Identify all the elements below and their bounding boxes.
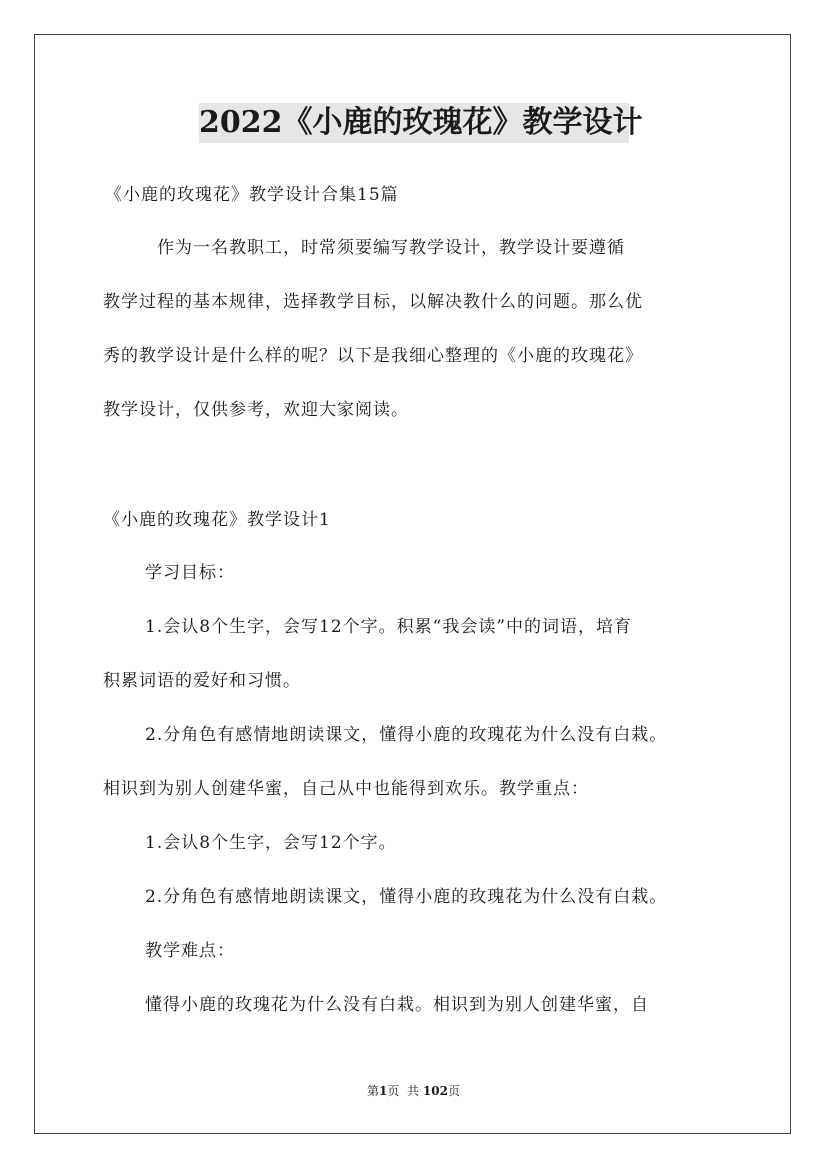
body-line-5: 相识到为别人创建华蜜，自己从中也能得到欢乐。教学重点： xyxy=(103,779,589,799)
body-line-2: 1.会认8个生字，会写12个字。积累“我会读”中的词语，培育 xyxy=(145,617,633,637)
section-heading: 《小鹿的玫瑰花》教学设计1 xyxy=(103,510,331,530)
intro-line-3: 秀的教学设计是什么样的呢？以下是我细心整理的《小鹿的玫瑰花》 xyxy=(103,346,643,366)
footer-total-prefix: 共 xyxy=(407,1084,420,1098)
body-line-9: 懂得小鹿的玫瑰花为什么没有白栽。相识到为别人创建华蜜，自 xyxy=(145,995,649,1015)
footer-total-suffix: 页 xyxy=(447,1084,460,1098)
body-line-3: 积累词语的爱好和习惯。 xyxy=(103,671,301,691)
page-footer xyxy=(0,1082,827,1099)
footer-current-page: 1 xyxy=(379,1084,388,1098)
intro-line-4: 教学设计，仅供参考，欢迎大家阅读。 xyxy=(103,400,409,420)
footer-page-label: 页 xyxy=(387,1084,400,1098)
footer-prefix: 第 xyxy=(367,1084,380,1098)
body-line-4: 2.分角色有感情地朗读课文，懂得小鹿的玫瑰花为什么没有白栽。 xyxy=(145,725,668,745)
body-line-7: 2.分角色有感情地朗读课文，懂得小鹿的玫瑰花为什么没有白栽。 xyxy=(145,887,668,907)
intro-line-2: 教学过程的基本规律，选择教学目标，以解决教什么的问题。那么优 xyxy=(103,292,643,312)
document-title: 2022《小鹿的玫瑰花》教学设计 xyxy=(199,103,629,143)
body-line-8: 教学难点： xyxy=(145,941,235,961)
intro-line-1: 作为一名教职工，时常须要编写教学设计，教学设计要遵循 xyxy=(157,238,625,258)
body-line-1: 学习目标： xyxy=(145,563,235,583)
body-line-6: 1.会认8个生字，会写12个字。 xyxy=(145,833,397,853)
subtitle: 《小鹿的玫瑰花》教学设计合集15篇 xyxy=(105,185,399,205)
footer-total-pages: 102 xyxy=(422,1084,448,1098)
